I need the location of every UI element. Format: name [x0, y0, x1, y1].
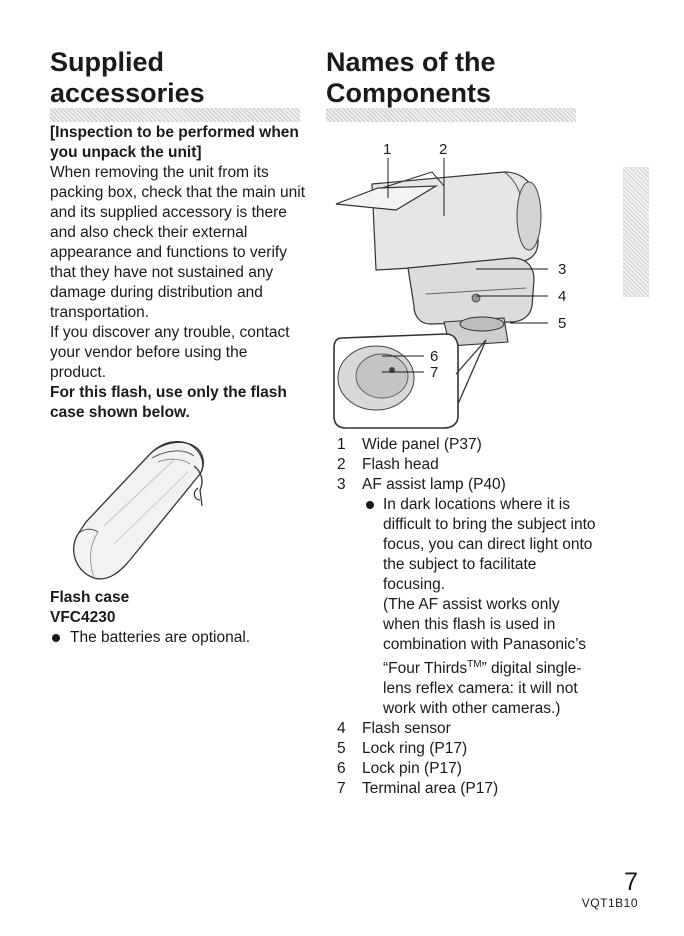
flash-case-info — [50, 588, 306, 648]
component-item: 6 Lock pin (P17) — [337, 760, 462, 778]
battery-note-text: The batteries are optional. — [70, 629, 251, 646]
component-item: 4 Flash sensor — [337, 720, 451, 738]
inspection-heading: [Inspection to be performed when you unpack the unit] — [50, 124, 299, 161]
case-name: Flash case — [50, 589, 130, 606]
left-heading — [50, 47, 205, 109]
callout-3: 3 — [558, 261, 567, 278]
trouble-text: If you discover any trouble, contact your vendor before using the product. — [50, 324, 290, 381]
right-heading-line2: Components — [326, 78, 491, 108]
section-side-tab — [623, 167, 649, 297]
callout-5: 5 — [558, 315, 567, 332]
right-heading — [326, 47, 496, 109]
af-assist-note: In dark locations where it is difficult to bring the subject into focus, you can direct light onto the subject to facilitate focusing. — [337, 495, 597, 595]
use-only-note: For this flash, use only the flash case shown below. — [50, 384, 287, 421]
left-heading-line1: Supplied — [50, 47, 164, 77]
bullet-icon — [52, 634, 60, 642]
inspection-text: When removing the unit from its packing box, check that the main unit and its supplied accessory is there and also check their external appearance and functions to verify that they have not sustained any damage during distribution and transportation. — [50, 164, 306, 321]
right-heading-band — [326, 108, 576, 122]
components-list — [337, 435, 597, 799]
callout-1: 1 — [383, 141, 392, 158]
component-item: 7 Terminal area (P17) — [337, 780, 499, 798]
flash-case-illustration — [48, 432, 218, 584]
left-heading-line2: accessories — [50, 78, 205, 108]
page-number: 7 — [624, 868, 638, 896]
component-item: 2 Flash head — [337, 456, 439, 473]
callout-6: 6 — [430, 348, 439, 365]
component-item: 1 Wide panel (P37) — [337, 436, 482, 453]
component-item: 3 AF assist lamp (P40) — [337, 476, 506, 493]
callout-7: 7 — [430, 364, 439, 381]
right-heading-line1: Names of the — [326, 47, 496, 77]
left-heading-band — [50, 108, 300, 122]
case-code: VFC4230 — [50, 609, 116, 626]
component-item: 5 Lock ring (P17) — [337, 740, 468, 758]
bullet-icon — [366, 501, 374, 509]
left-column — [50, 123, 306, 423]
af-assist-compat-note: (The AF assist works only when this flash is used in combination with Panasonic’s “Four Thirds™” digital single-lens reflex camera: it will not work with other cameras.) — [383, 596, 587, 718]
battery-note — [50, 628, 306, 648]
callout-2: 2 — [439, 141, 448, 158]
doc-code: VQT1B10 — [581, 896, 638, 910]
callout-4: 4 — [558, 288, 567, 305]
flash-components-diagram — [326, 128, 586, 430]
